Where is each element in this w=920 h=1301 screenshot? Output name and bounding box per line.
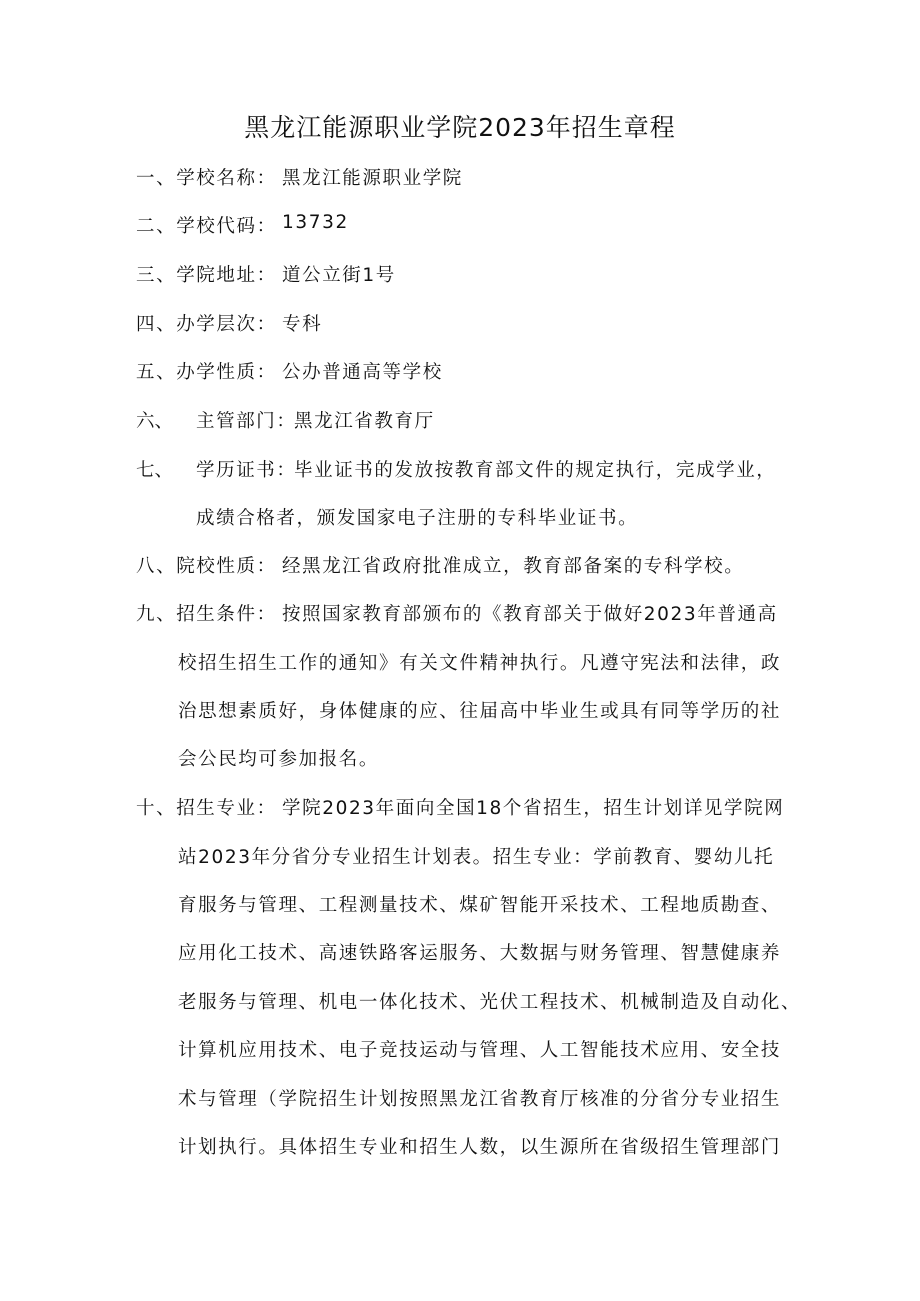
- section-text-line: 治思想素质好，身体健康的应、往届高中毕业生或具有同等学历的社: [178, 701, 782, 722]
- section-text-line: 术与管理（学院招生计划按照黑龙江省教育厅核准的分省分专业招生: [178, 1089, 782, 1110]
- section-text-line: 育服务与管理、工程测量技术、煤矿智能开采技术、工程地质勘查、: [178, 895, 782, 916]
- section-label: 三、学院地址：: [136, 265, 277, 286]
- section-label: 十、招生专业：: [136, 798, 277, 819]
- section-text-line: 计划执行。具体招生专业和招生人数，以生源所在省级招生管理部门: [178, 1137, 782, 1158]
- section-label: 八、院校性质：: [136, 556, 277, 577]
- section-label: 一、学校名称：: [136, 168, 277, 189]
- section-number: 七、: [136, 460, 174, 481]
- section-text-line: 校招生招生工作的通知》有关文件精神执行。凡遵守宪法和法律，政: [178, 653, 782, 674]
- section-text-line: 站2023年分省分专业招生计划表。招生专业：学前教育、婴幼儿托: [178, 847, 775, 868]
- section-text-line: 毕业证书的发放按教育部文件的规定执行，完成学业，: [294, 460, 777, 481]
- section-text: 道公立街1号: [282, 265, 396, 286]
- section-label: 五、办学性质：: [136, 362, 277, 383]
- section-label: 主管部门：: [196, 411, 297, 432]
- section-text: 专科: [282, 314, 323, 335]
- section-text: 黑龙江省教育厅: [294, 411, 435, 432]
- section-text-line: 成绩合格者，颁发国家电子注册的专科毕业证书。: [196, 508, 639, 529]
- section-label: 九、招生条件：: [136, 604, 277, 625]
- document-title: 黑龙江能源职业学院2023年招生章程: [244, 113, 676, 142]
- section-label: 学历证书：: [196, 460, 297, 481]
- section-text: 经黑龙江省政府批准成立，教育部备案的专科学校。: [282, 556, 745, 577]
- section-text: 黑龙江能源职业学院: [282, 168, 463, 189]
- section-label: 四、办学层次：: [136, 314, 277, 335]
- section-number: 六、: [136, 411, 174, 432]
- section-text-line: 按照国家教育部颁布的《教育部关于做好2023年普通高: [282, 604, 778, 625]
- section-text: 公办普通高等学校: [282, 362, 443, 383]
- section-text-line: 应用化工技术、高速铁路客运服务、大数据与财务管理、智慧健康养: [178, 943, 782, 964]
- section-label: 二、学校代码：: [136, 216, 277, 237]
- section-text-line: 会公民均可参加报名。: [178, 749, 380, 770]
- section-text: 13732: [282, 212, 349, 233]
- section-text-line: 老服务与管理、机电一体化技术、光伏工程技术、机械制造及自动化、: [178, 992, 802, 1013]
- section-text-line: 学院2023年面向全国18个省招生，招生计划详见学院网: [282, 798, 785, 819]
- section-text-line: 计算机应用技术、电子竞技运动与管理、人工智能技术应用、安全技: [178, 1040, 782, 1061]
